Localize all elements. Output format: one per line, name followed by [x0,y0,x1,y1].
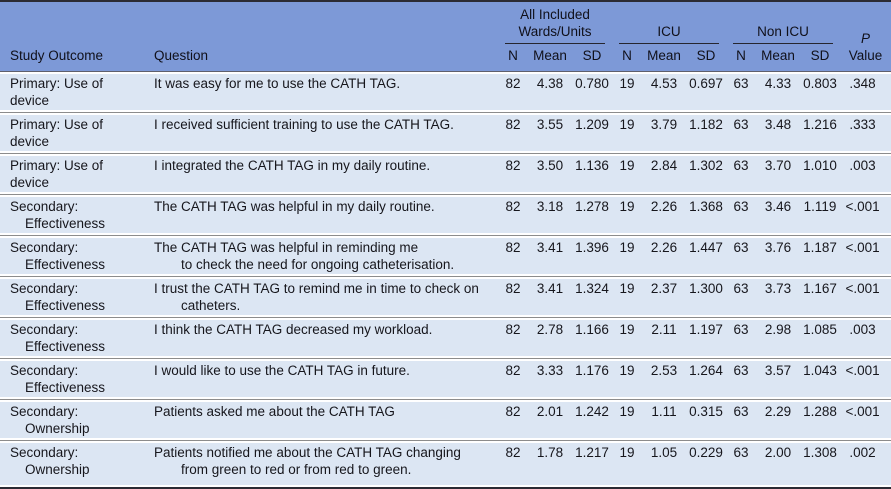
cell-n-icu: 19 [612,359,642,400]
study-outcome-cont: Effectiveness [25,216,106,231]
cell-mean-icu: 1.05 [642,441,686,488]
study-outcome: Secondary: [10,322,79,337]
cell-n-icu: 19 [612,400,642,441]
table-row [0,236,891,277]
cell-n-icu: 19 [612,154,642,195]
cell-mean-non-icu: 2.00 [756,441,800,488]
table-row [0,195,891,236]
cell-sd-icu: 1.368 [686,195,726,236]
cell-n-non-icu: 63 [726,400,756,441]
cell-sd-all: 1.217 [572,441,612,488]
question-text: I would like to use the CATH TAG in future. [154,363,410,378]
cell-n-icu: 19 [612,113,642,154]
question-text-cont: from green to red or from red to green. [181,462,412,477]
col-header-sd-icu: SD [686,44,726,72]
cell-n-icu: 19 [612,277,642,318]
cell-n-non-icu: 63 [726,441,756,488]
cell-mean-non-icu: 3.76 [756,236,800,277]
cell-mean-icu: 2.11 [642,318,686,359]
cell-n-non-icu: 63 [726,154,756,195]
question-text-cont: catheters. [181,298,241,313]
question-text: Patients asked me about the CATH TAG [154,404,395,419]
cell-n-icu: 19 [612,195,642,236]
col-header-p-value: P Value [840,2,891,72]
cell-sd-icu: 1.300 [686,277,726,318]
cell-mean-all: 3.41 [528,236,572,277]
cell-n-icu: 19 [612,441,642,488]
study-outcome-cont: Ownership [25,421,90,436]
cell-mean-all: 1.78 [528,441,572,488]
cell-mean-all: 3.55 [528,113,572,154]
cell-sd-non-icu: 1.085 [800,318,840,359]
col-header-mean-non-icu: Mean [756,44,800,72]
cell-n-icu: 19 [612,236,642,277]
col-header-mean-icu: Mean [642,44,686,72]
col-header-mean-all: Mean [528,44,572,72]
cell-p-value: .333 [840,113,891,154]
cell-mean-non-icu: 3.46 [756,195,800,236]
cell-mean-icu: 1.11 [642,400,686,441]
cell-mean-icu: 4.53 [642,72,686,113]
cell-mean-icu: 2.37 [642,277,686,318]
cell-sd-all: 1.209 [572,113,612,154]
group-label-non-icu: Non ICU [733,23,833,44]
col-header-question: Question [146,2,498,72]
cell-mean-non-icu: 3.48 [756,113,800,154]
study-outcome: Secondary: [10,199,79,214]
cell-n-all: 82 [498,441,528,488]
study-outcome: Secondary: [10,445,79,460]
cell-n-non-icu: 63 [726,195,756,236]
cell-mean-all: 4.38 [528,72,572,113]
table-row [0,318,891,359]
cell-sd-non-icu: 1.308 [800,441,840,488]
table-row [0,113,891,154]
table-row [0,400,891,441]
cell-sd-non-icu: 0.803 [800,72,840,113]
cell-mean-icu: 2.26 [642,236,686,277]
cell-mean-non-icu: 3.57 [756,359,800,400]
question-text: I trust the CATH TAG to remind me in time to check on [154,281,479,296]
col-header-sd-non-icu: SD [800,44,840,72]
cell-p-value: .003 [840,318,891,359]
cell-sd-icu: 1.447 [686,236,726,277]
group-label-all-included: All Included Wards/Units [505,6,605,44]
col-header-n-non-icu: N [726,44,756,72]
col-header-sd-all: SD [572,44,612,72]
cell-n-all: 82 [498,236,528,277]
cell-p-value: <.001 [840,236,891,277]
group-header-all-included-wards-units [498,2,612,44]
cell-mean-icu: 3.79 [642,113,686,154]
cell-sd-all: 1.166 [572,318,612,359]
question-text: The CATH TAG was helpful in reminding me [154,240,419,255]
cell-sd-icu: 0.697 [686,72,726,113]
study-outcome: Secondary: [10,363,79,378]
cell-n-all: 82 [498,277,528,318]
study-outcome-cont: Ownership [25,462,90,477]
cell-n-non-icu: 63 [726,359,756,400]
col-header-n-icu: N [612,44,642,72]
study-outcome: Secondary: [10,240,79,255]
cell-mean-non-icu: 3.73 [756,277,800,318]
cell-p-value: <.001 [840,359,891,400]
cell-sd-non-icu: 1.119 [800,195,840,236]
cell-mean-all: 3.41 [528,277,572,318]
cell-sd-non-icu: 1.216 [800,113,840,154]
cell-sd-all: 1.278 [572,195,612,236]
question-text: I received sufficient training to use the CATH TAG. [154,117,454,132]
results-table [0,2,891,487]
cell-mean-all: 3.18 [528,195,572,236]
cell-sd-non-icu: 1.010 [800,154,840,195]
study-outcome: Primary: Use of device [10,117,104,149]
cell-p-value: <.001 [840,195,891,236]
study-outcome-cont: Effectiveness [25,339,106,354]
cell-sd-icu: 1.302 [686,154,726,195]
question-text: I think the CATH TAG decreased my workload. [154,322,433,337]
cell-sd-non-icu: 1.187 [800,236,840,277]
table-header [0,2,891,72]
table-row [0,277,891,318]
table-row [0,154,891,195]
study-outcome: Primary: Use of device [10,76,104,108]
cell-n-all: 82 [498,318,528,359]
cell-mean-icu: 2.26 [642,195,686,236]
cell-sd-all: 1.324 [572,277,612,318]
question-text: It was easy for me to use the CATH TAG. [154,76,401,91]
cell-mean-non-icu: 3.70 [756,154,800,195]
cell-sd-all: 1.396 [572,236,612,277]
cell-sd-icu: 0.315 [686,400,726,441]
cell-p-value: .003 [840,154,891,195]
cell-sd-icu: 0.229 [686,441,726,488]
cell-mean-all: 2.01 [528,400,572,441]
cell-n-all: 82 [498,154,528,195]
cell-sd-all: 1.176 [572,359,612,400]
table-body [0,72,891,488]
cell-n-non-icu: 63 [726,318,756,359]
cell-mean-icu: 2.53 [642,359,686,400]
cell-n-all: 82 [498,72,528,113]
group-header-icu [612,2,726,44]
cell-mean-icu: 2.84 [642,154,686,195]
table-row [0,441,891,488]
cell-p-value: .348 [840,72,891,113]
cell-n-icu: 19 [612,318,642,359]
cell-mean-all: 3.50 [528,154,572,195]
cell-sd-non-icu: 1.043 [800,359,840,400]
group-header-non-icu [726,2,840,44]
question-text: I integrated the CATH TAG in my daily routine. [154,158,431,173]
cell-sd-icu: 1.182 [686,113,726,154]
cell-sd-all: 0.780 [572,72,612,113]
cell-mean-non-icu: 4.33 [756,72,800,113]
cell-mean-all: 3.33 [528,359,572,400]
cell-n-non-icu: 63 [726,236,756,277]
cell-sd-icu: 1.197 [686,318,726,359]
cell-n-all: 82 [498,113,528,154]
cell-n-all: 82 [498,195,528,236]
cell-p-value: <.001 [840,277,891,318]
col-header-study-outcome: Study Outcome [0,2,146,72]
cell-n-non-icu: 63 [726,72,756,113]
cell-n-icu: 19 [612,72,642,113]
cell-p-value: .002 [840,441,891,488]
cell-sd-icu: 1.264 [686,359,726,400]
cell-sd-non-icu: 1.288 [800,400,840,441]
question-text: The CATH TAG was helpful in my daily routine. [154,199,435,214]
cell-mean-all: 2.78 [528,318,572,359]
cell-sd-all: 1.242 [572,400,612,441]
study-outcome: Secondary: [10,281,79,296]
study-outcome-cont: Effectiveness [25,298,106,313]
cell-mean-non-icu: 2.98 [756,318,800,359]
study-outcome-cont: Effectiveness [25,257,106,272]
cell-n-all: 82 [498,359,528,400]
cell-n-non-icu: 63 [726,277,756,318]
cell-n-non-icu: 63 [726,113,756,154]
study-outcome: Primary: Use of device [10,158,104,190]
question-text: Patients notified me about the CATH TAG changing [154,445,461,460]
table-row [0,359,891,400]
cell-sd-all: 1.136 [572,154,612,195]
cell-n-all: 82 [498,400,528,441]
cell-mean-non-icu: 2.29 [756,400,800,441]
question-text-cont: to check the need for ongoing catheterisation. [181,257,455,272]
cell-sd-non-icu: 1.167 [800,277,840,318]
study-outcome: Secondary: [10,404,79,419]
group-label-icu: ICU [619,23,719,44]
table-row [0,72,891,113]
col-header-n-all: N [498,44,528,72]
study-outcome-cont: Effectiveness [25,380,106,395]
cell-p-value: <.001 [840,400,891,441]
